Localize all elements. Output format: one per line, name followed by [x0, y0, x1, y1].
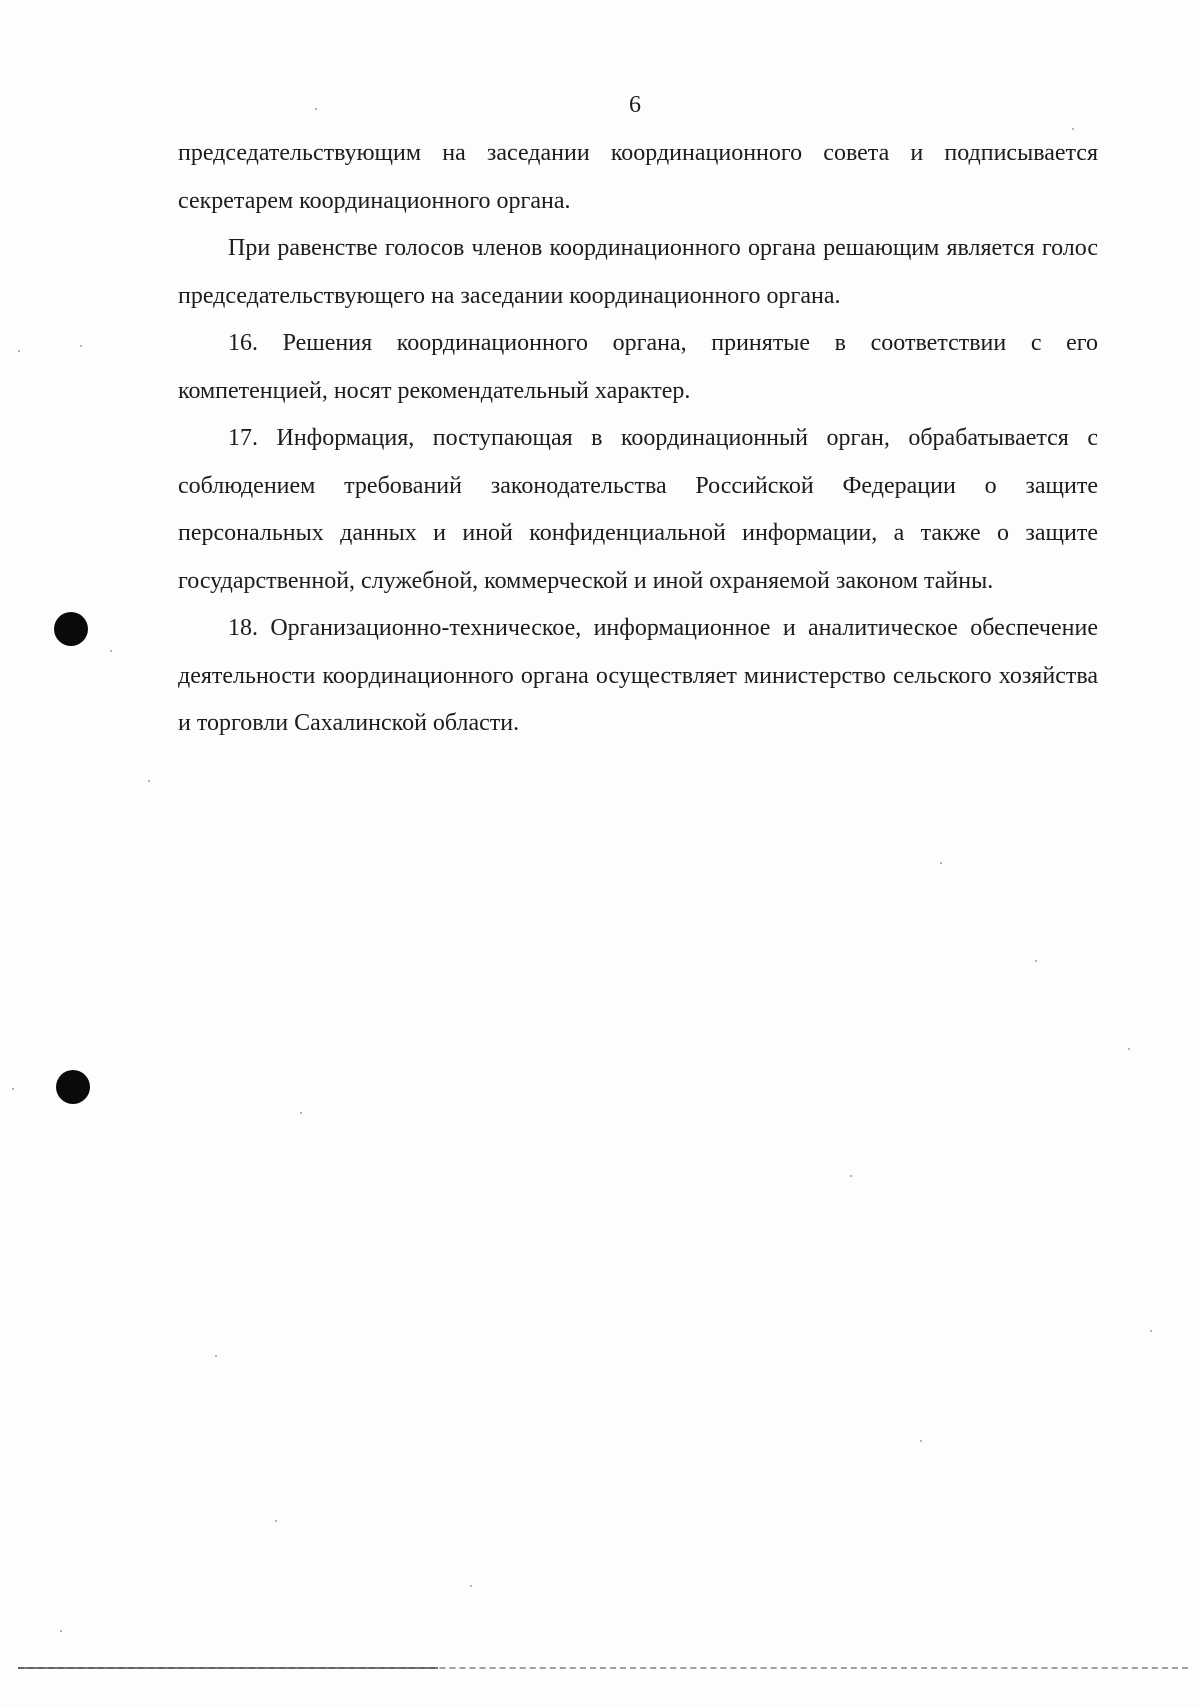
scan-speck	[1128, 1048, 1130, 1050]
scan-speck	[470, 1585, 472, 1587]
scan-speck	[940, 862, 942, 864]
scan-speck	[80, 345, 82, 347]
scan-speck	[920, 1440, 922, 1442]
paragraph-18: 18. Организационно-техническое, информационное и аналитическое обеспечение деятельности координационного органа осуществляет министерство сельского хозяйства и торговли Сахалинской области.	[178, 615, 1098, 736]
scan-speck	[1150, 1330, 1152, 1332]
punch-hole-bottom	[56, 1070, 90, 1104]
paragraph-16: 16. Решения координационного органа, принятые в соответствии с его компетенцией, носят рекомендательный характер.	[178, 330, 1098, 404]
scan-edge-line-solid	[18, 1667, 438, 1669]
punch-hole-top	[54, 612, 88, 646]
document-body	[178, 130, 1098, 748]
scan-speck	[850, 1175, 852, 1177]
scan-speck	[315, 108, 317, 110]
scan-speck	[110, 650, 112, 652]
scan-speck	[18, 350, 20, 352]
paragraph-tie-vote: При равенстве голосов членов координационного органа решающим является голос председательствующего на заседании координационного органа.	[178, 235, 1098, 309]
scan-speck	[148, 780, 150, 782]
paragraph-continuation: председательствующим на заседании координационного совета и подписывается секретарем координационного органа.	[178, 140, 1098, 214]
scan-speck	[1072, 128, 1074, 130]
page-number: 6	[629, 92, 641, 118]
scan-speck	[275, 1520, 277, 1522]
scan-speck	[300, 1112, 302, 1114]
scan-speck	[215, 1355, 217, 1357]
paragraph-17: 17. Информация, поступающая в координационный орган, обрабатывается с соблюдением требований законодательства Российской Федерации о защите персональных данных и иной конфиденциальной информации, а также о защите государственной, служебной, коммерческой и иной охраняемой законом тайны.	[178, 425, 1098, 594]
scan-speck	[60, 1630, 62, 1632]
scan-speck	[12, 1088, 14, 1090]
scan-speck	[1035, 960, 1037, 962]
